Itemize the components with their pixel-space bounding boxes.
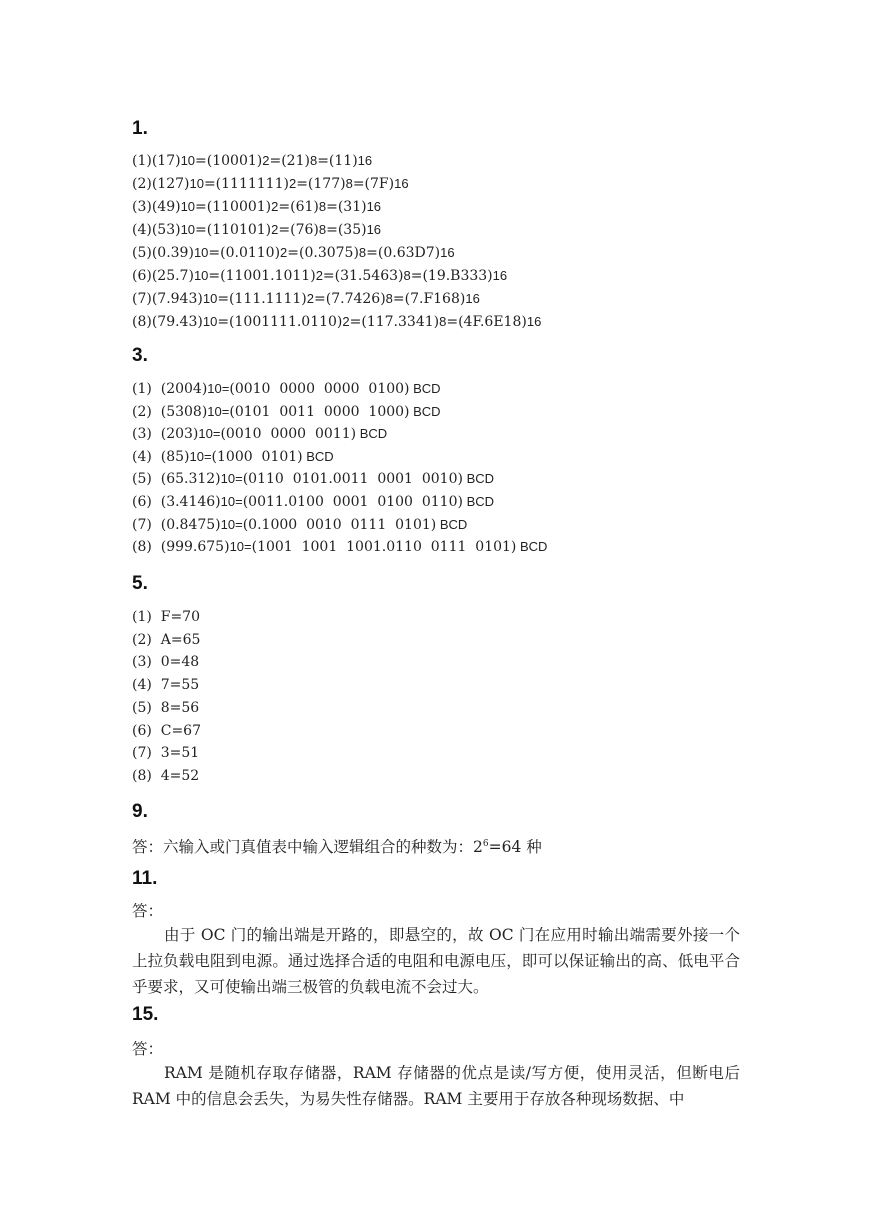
line-text: =(110101) bbox=[195, 222, 272, 238]
answer-line bbox=[132, 743, 199, 763]
base-subscript: 8 bbox=[358, 245, 367, 260]
base-subscript: 16 bbox=[526, 314, 542, 329]
base-subscript: 10 bbox=[193, 245, 209, 260]
line-text: (0101 0011 0000 1000) bbox=[229, 403, 410, 420]
line-text: =(7.F168) bbox=[392, 291, 466, 307]
line-text: =(31.5463) bbox=[322, 268, 404, 284]
base-subscript: 8 bbox=[345, 176, 353, 191]
line-text: (7) 3=51 bbox=[132, 745, 200, 762]
line-text: =(7.7426) bbox=[314, 291, 386, 307]
line-text: =(7F) bbox=[352, 176, 395, 192]
base-subscript: 10 bbox=[180, 222, 196, 237]
heading-q3: 3. bbox=[132, 345, 148, 366]
line-text: =(1001111.0110) bbox=[217, 314, 343, 330]
line-text: (1000 0101) bbox=[211, 448, 303, 465]
line-text: =(61) bbox=[278, 199, 319, 215]
line-text: (8) (999.675) bbox=[132, 539, 230, 556]
answer-line bbox=[132, 492, 494, 512]
base-subscript: 2 bbox=[342, 314, 350, 329]
base-subscript: 10= bbox=[220, 471, 243, 487]
base-subscript: 2 bbox=[271, 222, 279, 237]
line-text: (1) (2004) bbox=[132, 381, 208, 397]
line-text: =(19.B333) bbox=[410, 268, 493, 284]
line-text: =(31) bbox=[326, 199, 367, 215]
line-text: (4)(53) bbox=[132, 222, 181, 238]
line-text: (3)(49) bbox=[132, 199, 181, 215]
q15-answer-paragraph: RAM 是随机存取存储器，RAM 存储器的优点是读/写方便，使用灵活，但断电后 RAM 中的信息会丢失，为易失性存储器。RAM 主要用于存放各种现场数据、中 bbox=[132, 1064, 740, 1108]
line-text: (1)(17) bbox=[132, 153, 181, 169]
q9-answer bbox=[132, 833, 542, 858]
line-text: =(177) bbox=[296, 176, 346, 192]
line-text: (1001 1001 1001.0110 0111 0101) bbox=[251, 539, 517, 556]
line-text: (6)(25.7) bbox=[132, 268, 194, 284]
base-subscript: 10 bbox=[180, 199, 196, 214]
line-text: (5) 8=56 bbox=[132, 699, 200, 716]
base-subscript: BCD bbox=[302, 448, 334, 464]
base-subscript: BCD bbox=[516, 539, 548, 555]
answer-line bbox=[132, 675, 199, 695]
answer-line bbox=[132, 243, 455, 263]
base-subscript: 10= bbox=[198, 426, 221, 442]
heading-q15: 15. bbox=[132, 1004, 159, 1025]
base-subscript: 2 bbox=[306, 291, 315, 306]
base-subscript: 10= bbox=[207, 381, 230, 396]
line-text: =(76) bbox=[278, 222, 319, 238]
base-subscript: 10 bbox=[180, 153, 196, 168]
line-text: (0010 0000 0000 0100) bbox=[229, 381, 410, 397]
line-text: (4) 7=55 bbox=[132, 677, 200, 694]
answer-line bbox=[132, 424, 387, 444]
answer-line bbox=[132, 515, 467, 535]
base-subscript: 8 bbox=[309, 153, 318, 168]
line-text: (5) (65.312) bbox=[132, 471, 221, 488]
line-text: (4) (85) bbox=[132, 448, 190, 465]
base-subscript: 16 bbox=[394, 176, 409, 191]
q9-answer-text: 答：六输入或门真值表中输入逻辑组合的种数为：2 bbox=[132, 838, 483, 856]
base-subscript: 2 bbox=[262, 153, 270, 168]
q15-answer-label: 答： bbox=[132, 1040, 164, 1058]
answer-line bbox=[132, 266, 507, 286]
answer-line bbox=[132, 197, 381, 217]
base-subscript: 16 bbox=[492, 268, 508, 283]
line-text: =(35) bbox=[326, 222, 367, 238]
answer-line bbox=[132, 698, 199, 718]
line-text: (6) (3.4146) bbox=[132, 494, 221, 510]
line-text: =(0.63D7) bbox=[366, 245, 441, 261]
base-subscript: 8 bbox=[385, 291, 393, 306]
base-subscript: 8 bbox=[403, 268, 411, 283]
line-text: (3) 0=48 bbox=[132, 654, 200, 671]
base-subscript: BCD bbox=[409, 403, 441, 419]
answer-line bbox=[132, 289, 480, 309]
base-subscript: 8 bbox=[318, 199, 327, 214]
line-text: =(10001) bbox=[195, 153, 263, 169]
answer-line bbox=[132, 469, 494, 489]
line-text: (7)(7.943) bbox=[132, 291, 203, 307]
base-subscript: 16 bbox=[465, 291, 480, 306]
base-subscript: 16 bbox=[440, 245, 455, 260]
base-subscript: 10 bbox=[202, 291, 218, 306]
line-text: (2) (5308) bbox=[132, 403, 208, 420]
base-subscript: 8 bbox=[439, 314, 447, 329]
answer-line bbox=[132, 607, 200, 627]
base-subscript: 16 bbox=[357, 153, 373, 168]
answer-line bbox=[132, 174, 409, 194]
line-text: (8) 4=52 bbox=[132, 767, 200, 784]
heading-q9: 9. bbox=[132, 801, 148, 822]
base-subscript: 10= bbox=[207, 403, 230, 419]
heading-q1: 1. bbox=[132, 118, 148, 139]
line-text: (0011.0100 0001 0100 0110) bbox=[242, 494, 463, 510]
base-subscript: BCD bbox=[462, 471, 495, 487]
q9-answer-tail: =64 种 bbox=[488, 838, 542, 856]
base-subscript: 10= bbox=[220, 494, 243, 509]
base-subscript: BCD bbox=[462, 494, 495, 509]
base-subscript: 16 bbox=[366, 199, 382, 214]
base-subscript: 8 bbox=[318, 222, 327, 237]
line-text: (2) A=65 bbox=[132, 631, 201, 648]
base-subscript: 10 bbox=[193, 268, 209, 283]
line-text: =(4F.6E18) bbox=[446, 314, 527, 330]
answer-line bbox=[132, 721, 201, 741]
q11-answer-label: 答： bbox=[132, 902, 164, 920]
line-text: (1) F=70 bbox=[132, 609, 200, 625]
line-text: (7) (0.8475) bbox=[132, 516, 221, 533]
line-text: (0.1000 0010 0111 0101) bbox=[242, 516, 437, 533]
line-text: (5)(0.39) bbox=[132, 245, 194, 261]
line-text: =(111.1111) bbox=[217, 291, 307, 307]
line-text: =(11001.1011) bbox=[208, 268, 316, 284]
base-subscript: 2 bbox=[280, 245, 288, 260]
answer-line bbox=[132, 379, 441, 399]
base-subscript: 10= bbox=[229, 539, 252, 555]
answer-line bbox=[132, 630, 200, 650]
answer-line bbox=[132, 220, 381, 240]
line-text: =(117.3341) bbox=[349, 314, 440, 330]
line-text: (2)(127) bbox=[132, 176, 190, 192]
line-text: (6) C=67 bbox=[132, 722, 201, 739]
line-text: (3) (203) bbox=[132, 426, 199, 443]
line-text: =(110001) bbox=[195, 199, 272, 215]
answer-line bbox=[132, 537, 547, 557]
answer-line bbox=[132, 312, 541, 332]
line-text: =(0.0110) bbox=[208, 245, 281, 261]
base-subscript: 16 bbox=[366, 222, 382, 237]
line-text: (0110 0101.0011 0001 0010) bbox=[242, 471, 463, 488]
line-text: =(11) bbox=[317, 153, 358, 169]
answer-line bbox=[132, 402, 441, 422]
line-text: (8)(79.43) bbox=[132, 314, 203, 330]
q9-answer-exponent: 6 bbox=[482, 839, 489, 849]
base-subscript: 2 bbox=[315, 268, 323, 283]
base-subscript: 10= bbox=[220, 516, 243, 532]
base-subscript: BCD bbox=[409, 381, 441, 396]
line-text: =(0.3075) bbox=[287, 245, 359, 261]
answer-line bbox=[132, 766, 199, 786]
line-text: =(21) bbox=[269, 153, 310, 169]
answer-line bbox=[132, 652, 199, 672]
line-text: =(1111111) bbox=[203, 176, 289, 192]
base-subscript: BCD bbox=[356, 426, 388, 442]
base-subscript: 10= bbox=[189, 448, 212, 464]
heading-q11: 11. bbox=[132, 868, 158, 889]
line-text: (0010 0000 0011) bbox=[220, 426, 357, 443]
answer-line bbox=[132, 151, 372, 171]
answer-line bbox=[132, 447, 334, 467]
heading-q5: 5. bbox=[132, 573, 148, 594]
base-subscript: 2 bbox=[288, 176, 297, 191]
base-subscript: 10 bbox=[189, 176, 204, 191]
q11-answer-paragraph: 由于 OC 门的输出端是开路的，即悬空的，故 OC 门在应用时输出端需要外接一个上拉负载电阻到电源。通过选择合适的电阻和电源电压，即可以保证输出的高、低电平合乎要求，又可使输出端三极管的负载电流不会过大。 bbox=[132, 926, 740, 996]
base-subscript: BCD bbox=[436, 516, 468, 532]
base-subscript: 10 bbox=[202, 314, 218, 329]
base-subscript: 2 bbox=[271, 199, 279, 214]
